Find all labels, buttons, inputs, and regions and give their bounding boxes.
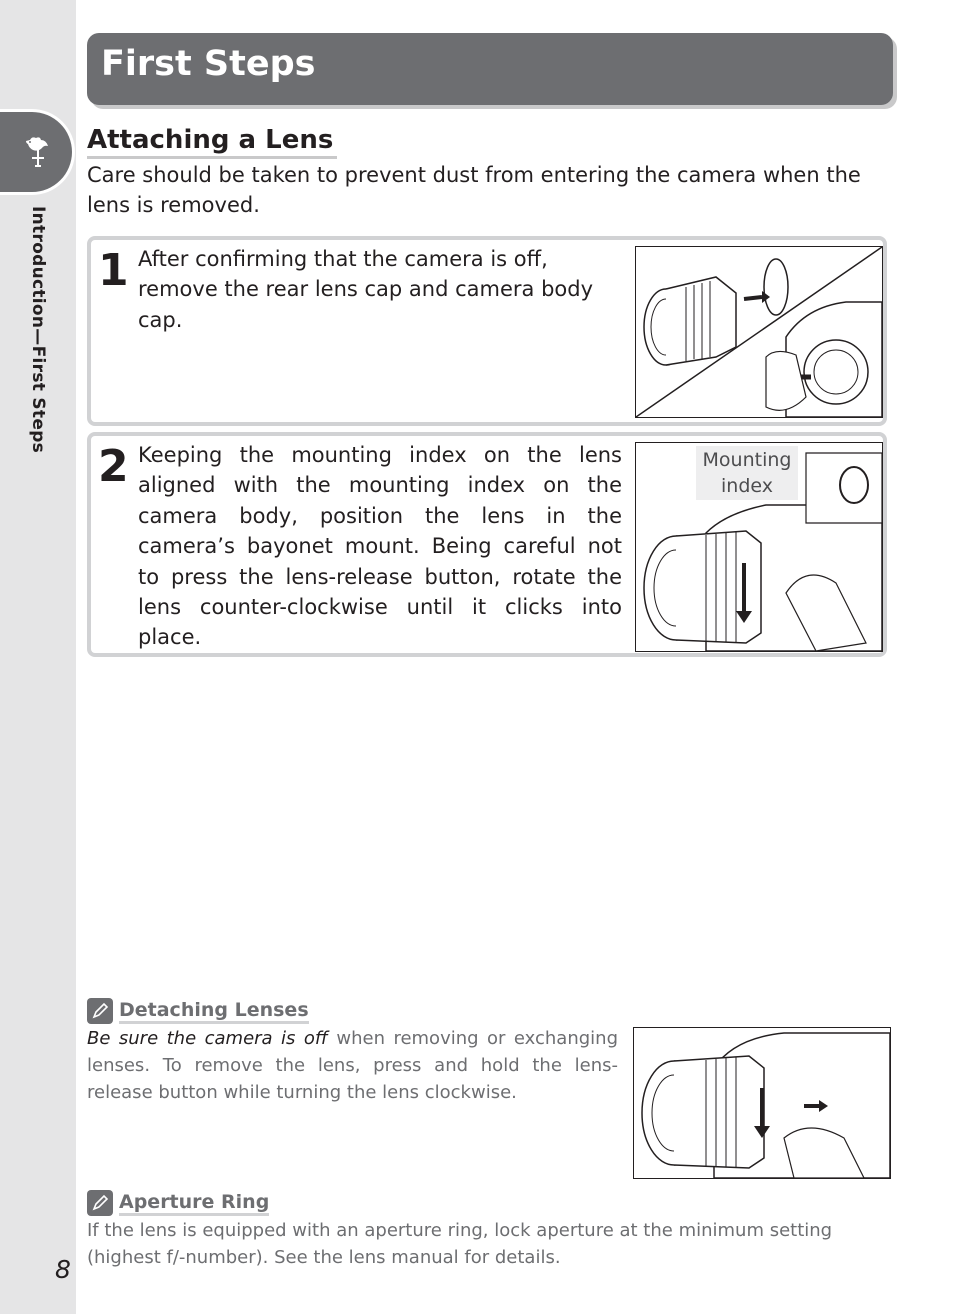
note-text-detaching [87, 1025, 618, 1106]
page-number: 8 [55, 1255, 71, 1284]
step-number: 2 [98, 441, 129, 492]
note-text-aperture: If the lens is equipped with an aperture ring, lock aperture at the minimum setting (highest f/-number). See the lens manual for details. [87, 1220, 833, 1268]
lens-cap-removal-drawing [636, 247, 882, 417]
step-2-box [87, 432, 887, 657]
chapter-label: Introduction—First Steps [28, 206, 48, 454]
note-heading-text: Aperture Ring [119, 1191, 269, 1216]
mounting-index-callout [696, 446, 798, 500]
pencil-icon [87, 1190, 113, 1216]
callout-line: index [721, 475, 773, 497]
note-body: when removing or exchanging lenses. To remove the lens, press and hold the lens-release button while turning the lens clockwise. [87, 1028, 619, 1103]
title-banner [87, 33, 893, 105]
step-number: 1 [98, 245, 129, 296]
section-intro: Care should be taken to prevent dust from entering the camera when the lens is removed. [87, 163, 861, 217]
step-2-illustration [635, 442, 883, 652]
section-heading: Attaching a Lens [87, 124, 337, 159]
pencil-icon [87, 998, 113, 1024]
step-1-illustration [635, 246, 883, 418]
callout-line: Mounting [702, 449, 792, 471]
page-title: First Steps [101, 44, 316, 84]
step-1-box [87, 236, 887, 426]
chapter-tab [0, 112, 72, 192]
note-heading-aperture [87, 1190, 269, 1216]
lens-detaching-drawing [634, 1028, 890, 1178]
chapter-sidebar [0, 0, 76, 1314]
detaching-illustration [633, 1027, 891, 1179]
note-heading-text: Detaching Lenses [119, 999, 309, 1024]
step-text: After confirming that the camera is off, remove the rear lens cap and camera body cap. [138, 247, 594, 332]
note-emphasis: Be sure the camera is off [87, 1028, 328, 1049]
step-text: Keeping the mounting index on the lens aligned with the mounting index on the camera body, position the lens in the camera’s bayonet mount. Being careful not to press the lens-release button, rotate the lens counter-clockwise until it clicks into place. [138, 443, 622, 650]
rooster-weathervane-icon [24, 134, 52, 168]
note-heading-detaching [87, 998, 309, 1024]
